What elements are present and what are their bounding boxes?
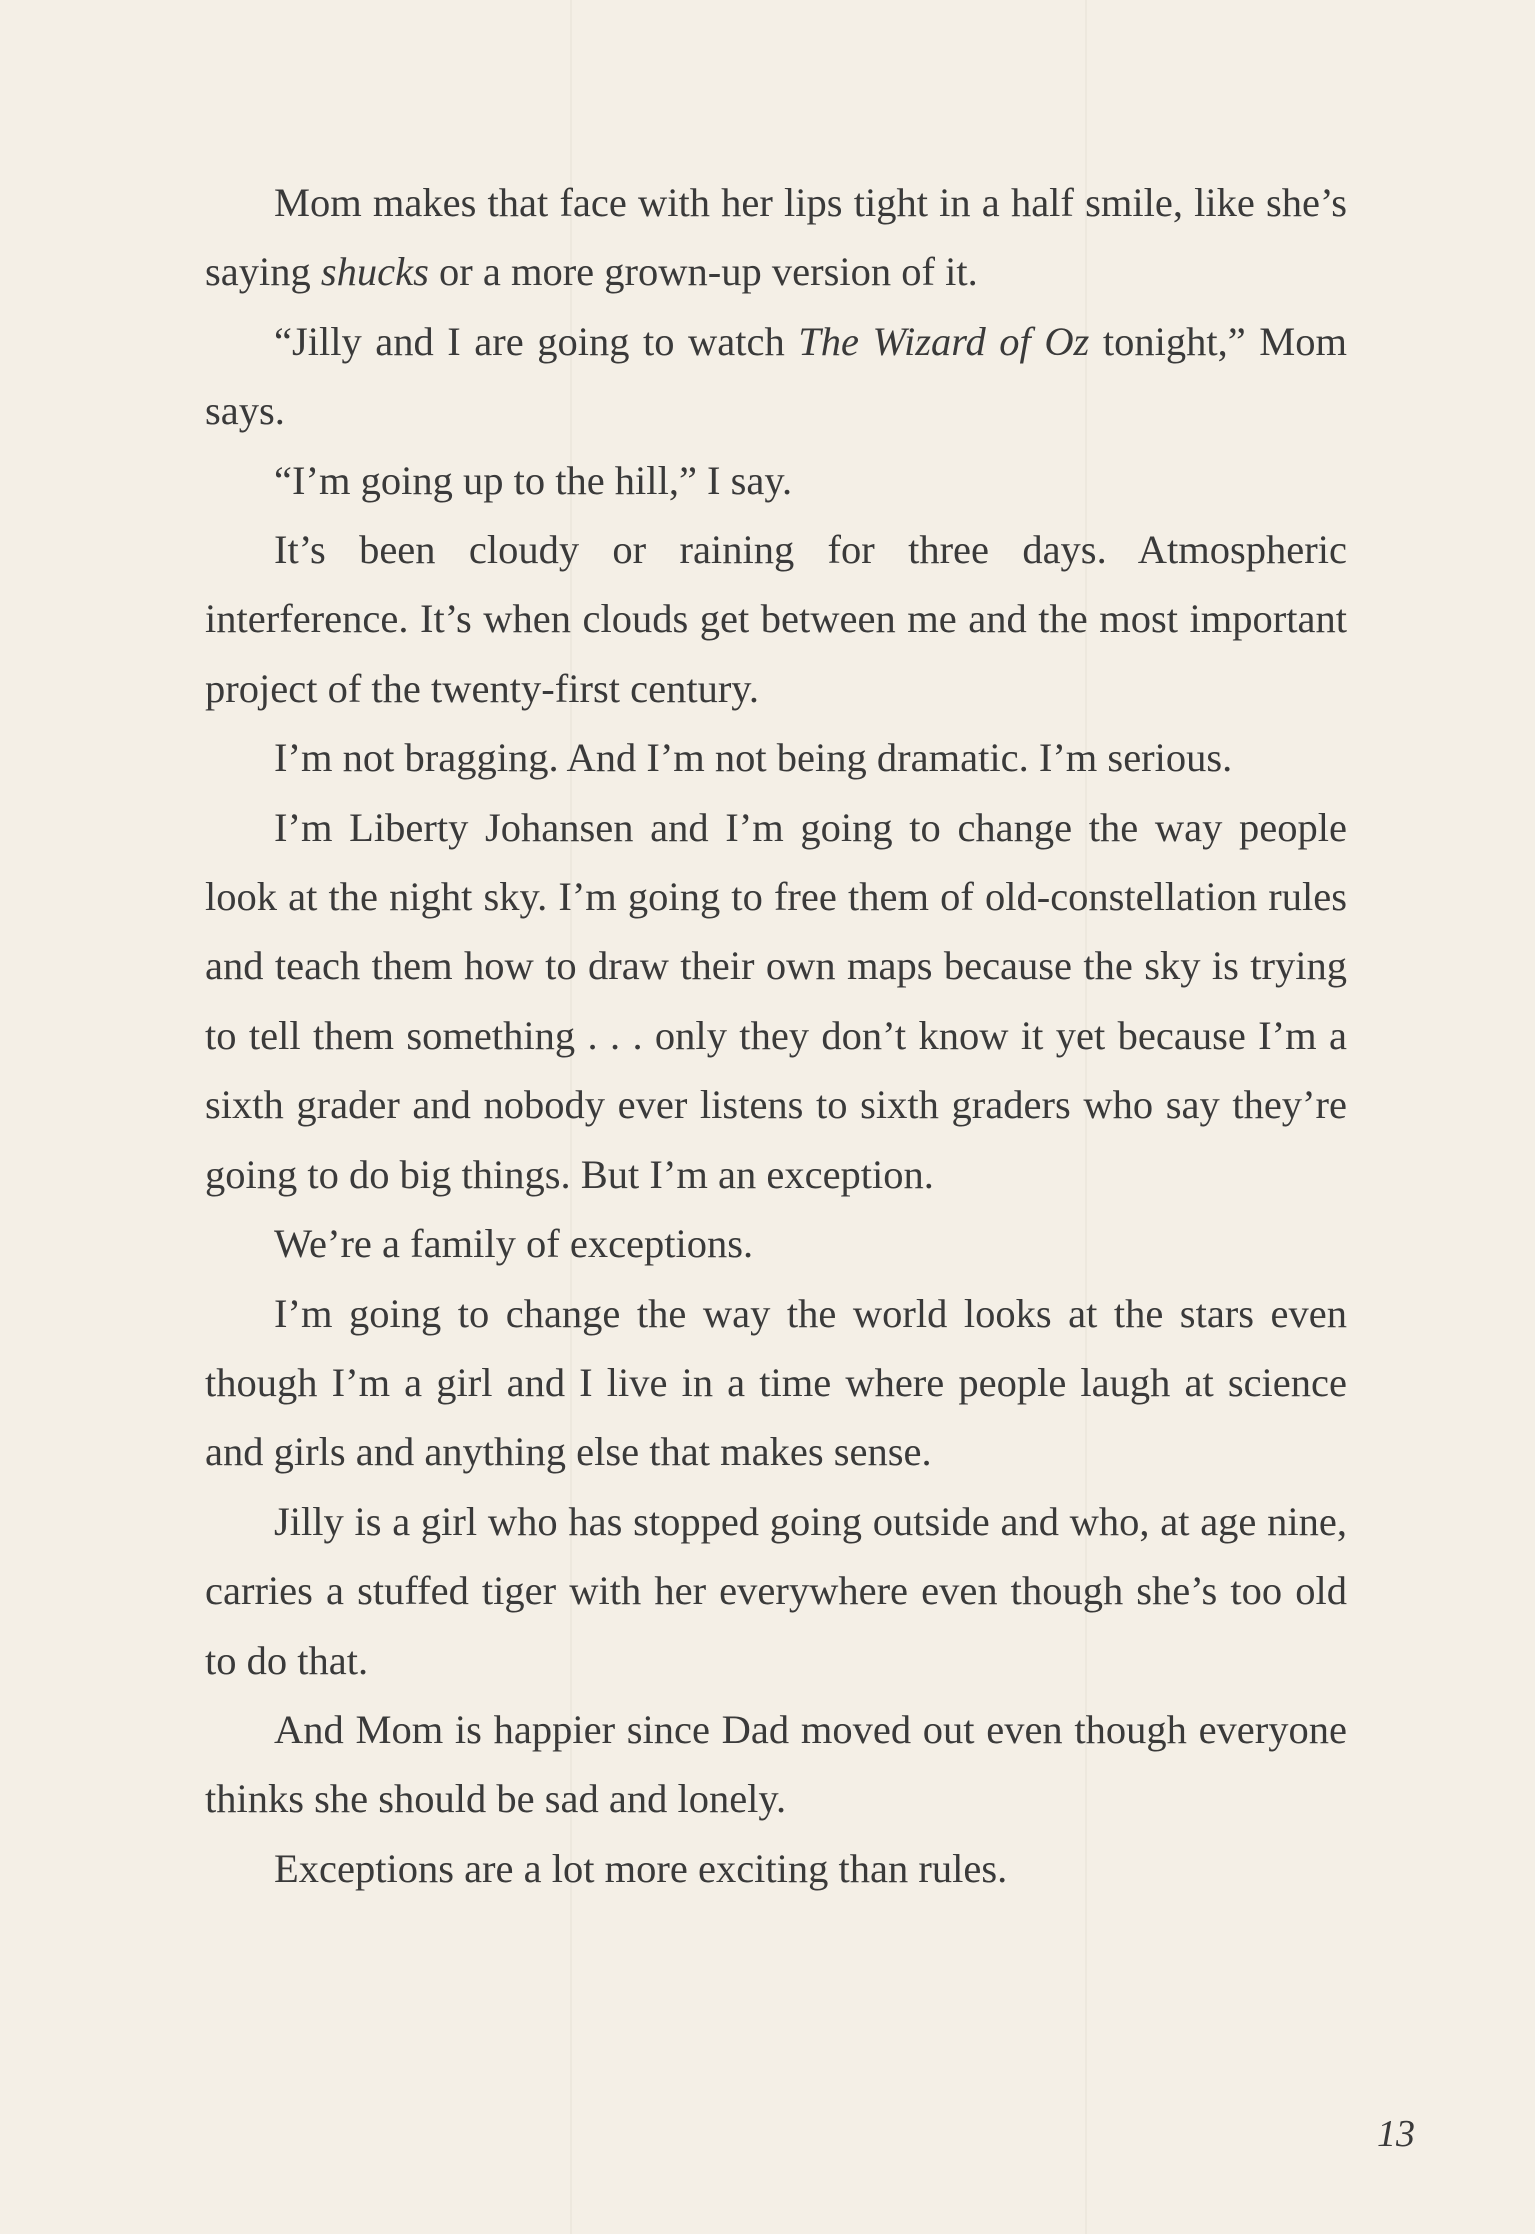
paragraph — [205, 168, 1347, 307]
paragraph-text: Mom makes that face with her lips tight in a half smile, like she’s saying — [205, 180, 1347, 295]
paragraph-text: I’m Liberty Johansen and I’m going to change the way people look at the night sky. I’m going to free them of old-constellation rules and teach them how to draw their own maps because the sky is trying to tell them something . . . only they don’t know it yet because I’m a sixth grader and nobody ever listens to sixth graders who say they’re going to do big things. But I’m an exception. — [205, 804, 1347, 1197]
body-text — [205, 168, 1347, 1903]
paragraph-text: Exceptions are a lot more exciting than rules. — [274, 1845, 1008, 1891]
paragraph-text: We’re a family of exceptions. — [274, 1221, 754, 1267]
paragraph-text: It’s been cloudy or raining for three days. Atmospheric interference. It’s when clouds get between me and the most important project of the twenty-first century. — [205, 527, 1347, 711]
paragraph-text: And Mom is happier since Dad moved out even though everyone thinks she should be sad and lonely. — [205, 1706, 1347, 1822]
paragraph-text: tonight,” Mom says. — [205, 318, 1347, 434]
paragraph-text: I’m going to change the way the world looks at the stars even though I’m a girl and I live in a time where people laugh at science and girls and anything else that makes sense. — [205, 1290, 1347, 1475]
paragraph — [205, 1695, 1347, 1834]
paragraph-text: “I’m going up to the hill,” I say. — [274, 457, 793, 503]
page-number: 13 — [1377, 2113, 1415, 2155]
paragraph — [205, 446, 1347, 515]
paragraph — [205, 1834, 1347, 1903]
paragraph — [205, 307, 1347, 446]
paragraph-text: Jilly is a girl who has stopped going outside and who, at age nine, carries a stuffed tiger with her everywhere even though she’s too old to do that. — [205, 1498, 1347, 1683]
paragraph-text: or a more grown-up version of it. — [428, 249, 978, 295]
paragraph — [205, 1209, 1347, 1278]
paragraph — [205, 793, 1347, 1209]
paragraph — [205, 1487, 1347, 1695]
paragraph-text: “Jilly and I are going to watch — [274, 318, 799, 364]
paragraph-text: I’m not bragging. And I’m not being dramatic. I’m serious. — [274, 735, 1233, 781]
paragraph — [205, 1279, 1347, 1487]
italic-text: The Wizard of Oz — [798, 318, 1090, 364]
paragraph — [205, 515, 1347, 723]
paragraph — [205, 723, 1347, 792]
italic-text: shucks — [320, 249, 429, 295]
